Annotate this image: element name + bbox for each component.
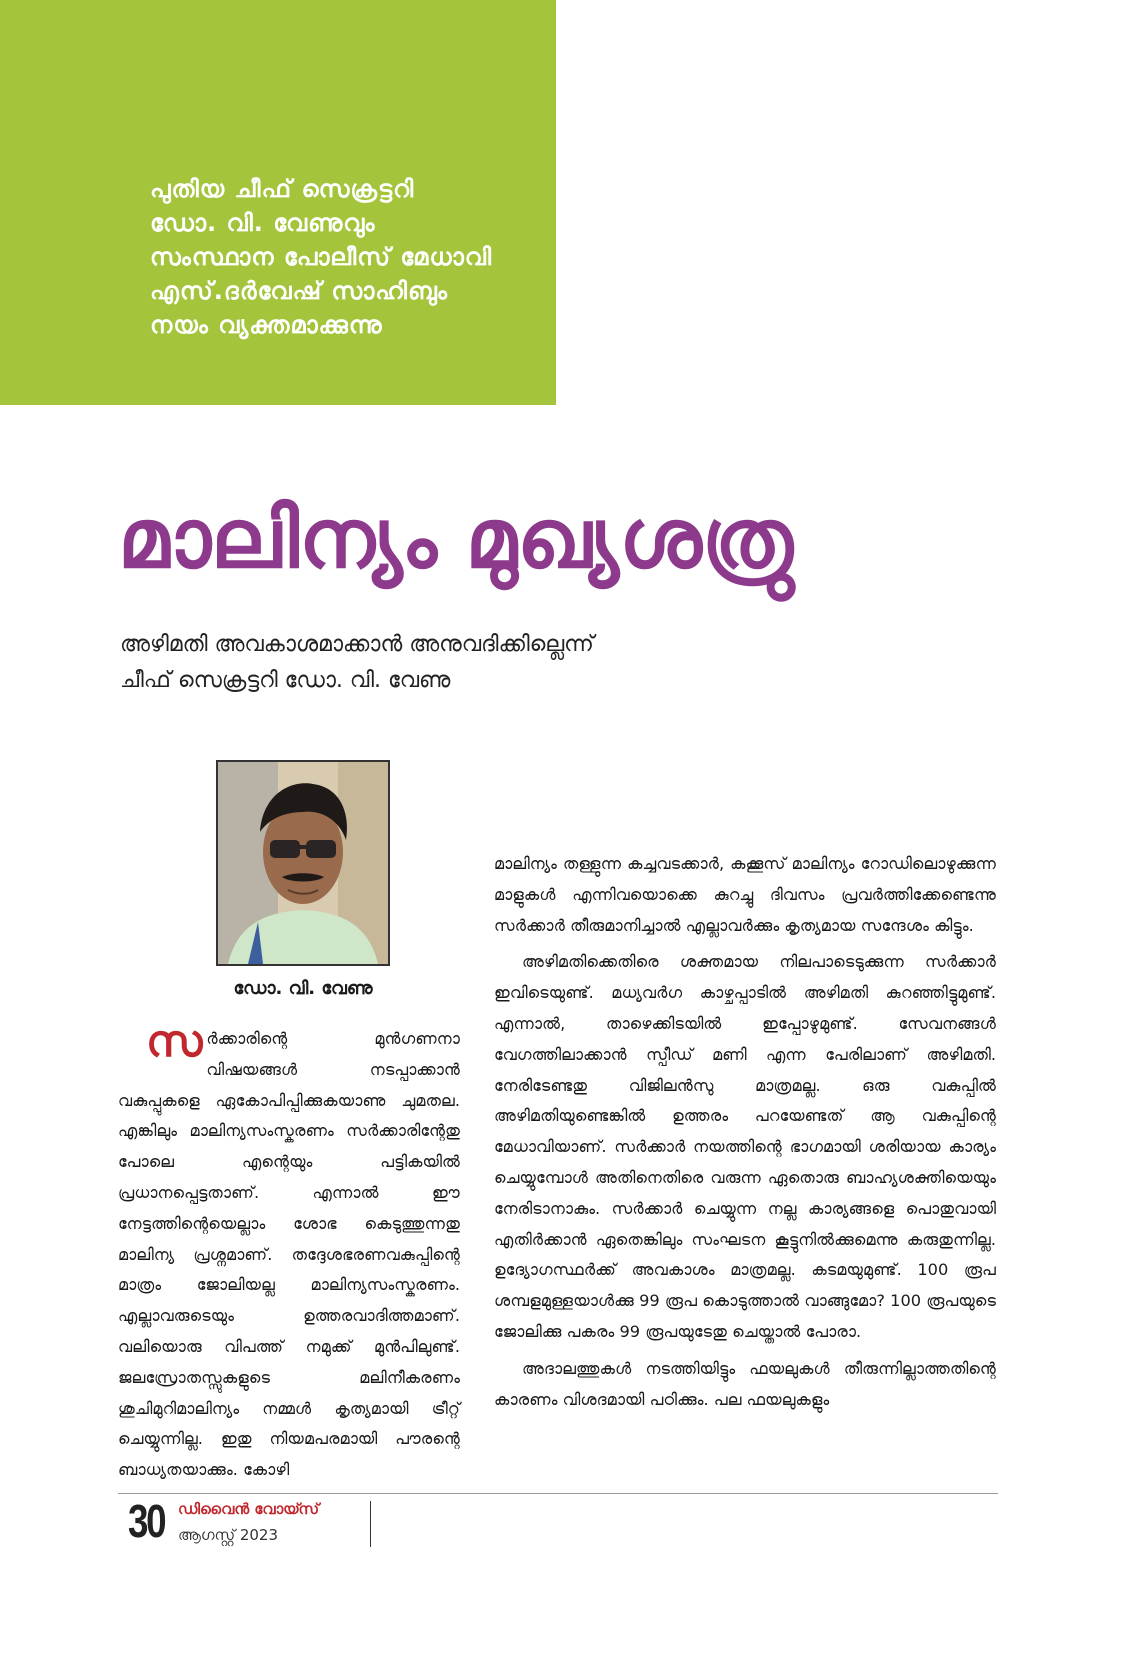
footer-rule [118, 1493, 998, 1494]
page-number: 30 [128, 1495, 165, 1547]
drop-cap: സ [146, 1016, 203, 1067]
subheading-line: അഴിമതി അവകാശമാക്കാൻ അനുവദിക്കില്ലെന്ന് [120, 632, 594, 657]
article-column-left [118, 1016, 460, 1486]
photo-caption: ഡോ. വി. വേണു [233, 978, 373, 999]
intro-line: സംസ്ഥാന പോലീസ് മേധാവി [150, 243, 493, 271]
paragraph-text: ർക്കാരിന്റെ മുൻഗണനാ വിഷയങ്ങൾ നടപ്പാക്കാൻ വകുപ്പുകളെ ഏകോപിപ്പിക്കുകയാണു ചുമതല. എങ്കിലും മാലിന്യസംസ്കരണം സർക്കാരിന്റേതു പോലെ എന്റെയും പട്ടികയിൽ പ്രധാനപ്പെട്ടതാണ്. എന്നാൽ ഈ നേട്ടത്തിന്റെയെല്ലാം ശോഭ കെടുത്തുന്നതു മാലിന്യ പ്രശ്നമാണ്. തദ്ദേശഭരണവകുപ്പിന്റെ മാത്രം ജോലിയല്ല മാലിന്യസംസ്കരണം. എല്ലാവരുടെയും ഉത്തരവാദിത്തമാണ്. വലിയൊരു വിപത്ത് നമുക്ക് മുൻപിലുണ്ട്. ജലസ്രോതസ്സുകളുടെ മലിനീകരണം ശുചിമുറിമാലിന്യം നമ്മൾ കൃത്യമായി ട്രീറ്റ് ചെയ്യുന്നില്ല. ഇതു നിയമപരമായി പൗരന്റെ ബാധ്യതയാക്കും. കോഴി [118, 1029, 460, 1480]
intro-line: പുതിയ ചീഫ് സെക്രട്ടറി [150, 175, 415, 203]
subheading [120, 627, 820, 699]
subheading-line: ചീഫ് സെക്രട്ടറി ഡോ. വി. വേണു [120, 668, 451, 693]
footer-divider [370, 1501, 371, 1547]
article-paragraph: അദാലത്തുകൾ നടത്തിയിട്ടും ഫയലുകൾ തീരുന്നില്ലാത്തതിന്റെ കാരണം വിശദമായി പഠിക്കും. പല ഫയലുകളും [494, 1358, 996, 1409]
article-paragraph: മാലിന്യം തള്ളുന്ന കച്ചവടക്കാർ, കക്കൂസ് മാലിന്യം റോഡിലൊഴുക്കുന്ന മാളുകൾ എന്നിവയൊക്കെ കുറച്ചു ദിവസം പ്രവർത്തിക്കേണ്ടെന്നു സർക്കാർ തീരുമാനിച്ചാൽ എല്ലാവർക്കും കൃത്യമായ സന്ദേശം കിട്ടും. [494, 854, 996, 935]
portrait-illustration [218, 762, 388, 964]
intro-line: നയം വ്യക്തമാക്കുന്നു [150, 311, 383, 339]
article-paragraph: അഴിമതിക്കെതിരെ ശക്തമായ നിലപാടെടുക്കുന്ന സർക്കാർ ഇവിടെയുണ്ട്. മധ്യവർഗ കാഴ്ചപ്പാടിൽ അഴിമതി കുറഞ്ഞിട്ടുമുണ്ട്. എന്നാൽ, താഴെക്കിടയിൽ ഇപ്പോഴുമുണ്ട്. സേവനങ്ങൾ വേഗത്തിലാക്കാൻ സ്പീഡ് മണി എന്ന പേരിലാണ് അഴിമതി. നേരിടേണ്ടതു വിജിലൻസു മാത്രമല്ല. ഒരു വകുപ്പിൽ അഴിമതിയുണ്ടെങ്കിൽ ഉത്തരം പറയേണ്ടത് ആ വകുപ്പിന്റെ മേധാവിയാണ്. സർക്കാർ നയത്തിന്റെ ഭാഗമായി ശരിയായ കാര്യം ചെയ്യുമ്പോൾ അതിനെതിരെ വരുന്ന ഏതൊരു ബാഹ്യശക്തിയെയും നേരിടാനാകും. സർക്കാർ ചെയ്യുന്ന നല്ല കാര്യങ്ങളെ പൊതുവായി എതിർക്കാൻ ഏതെങ്കിലും സംഘടന കൂട്ടുനിൽക്കുമെന്നു കരുതുന്നില്ല. ഉദ്യോഗസ്ഥർക്ക് അവകാശം മാത്രമല്ല. കടമയുമുണ്ട്. 100 രൂപ ശമ്പളമുള്ളയാൾക്കു 99 രൂപ കൊടുത്താൽ വാങ്ങുമോ? 100 രൂപയുടെ ജോലിക്കു പകരം 99 രൂപയുടേതു ചെയ്താൽ പോരാ. [494, 952, 996, 1341]
intro-line: ഡോ. വി. വേണുവും [150, 209, 376, 237]
portrait-photo [216, 760, 390, 966]
article-paragraph [118, 1016, 460, 1486]
article-column-right [494, 849, 996, 1415]
issue-date: ആഗസ്റ്റ് 2023 [178, 1526, 279, 1544]
intro-line: എസ്.ദർവേഷ് സാഹിബും [150, 277, 448, 305]
page-title: മാലിന്യം മുഖ്യശത്രു [118, 492, 793, 587]
intro-text [150, 172, 550, 342]
magazine-name: ഡിവൈൻ വോയ്സ് [178, 1500, 320, 1518]
